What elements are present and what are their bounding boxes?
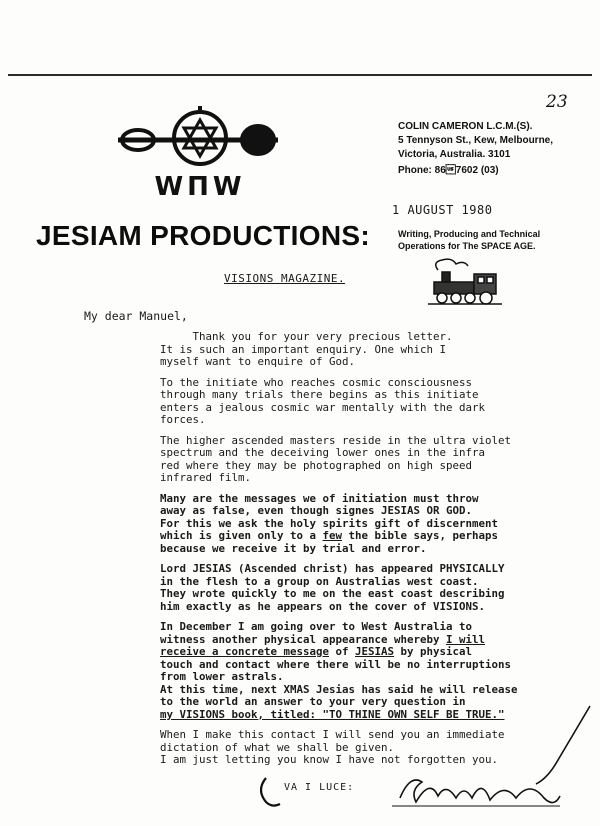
address-line-2: Victoria, Australia. 3101 — [398, 149, 511, 160]
logo-monogram: WПW — [154, 172, 246, 202]
letter-body — [160, 331, 580, 775]
jesiam-emblem-logo — [108, 100, 288, 210]
company-name: JESIAM PRODUCTIONS: — [36, 220, 370, 251]
company-tagline — [398, 228, 588, 252]
paragraph-5: Lord JESIAS (Ascended christ) has appeared PHYSICALLY in the flesh to a group on Australias west coast. They wrote quickly to me on the east coast describing him exactly as he appears on the cover of VISIONS. — [160, 562, 505, 613]
paragraph-8: When I make this contact I will send you an immediate dictation of what we shall be given. I am just letting you know I have not forgotten you. — [160, 728, 505, 766]
steam-train-icon — [424, 258, 504, 308]
signoff: VA I LUCE: — [284, 782, 355, 793]
tagline-line-1: Writing, Producing and Technical — [398, 229, 541, 239]
paragraph-1: Thank you for your very precious letter. It is such an important enquiry. One which I myself want to enquire of God. — [160, 330, 453, 368]
paragraph-3: The higher ascended masters reside in the ultra violet spectrum and the deceiving lower ones in the infra red where they may be photographed on high speed infrared film. — [160, 433, 512, 484]
letterhead-name: COLIN CAMERON L.C.M.(S). — [398, 121, 533, 132]
paragraph-6: In December I am going over to West Australia to witness another physical appearance whereby I will receive a concrete message of JESIAS by physical touch and contact where there will be no interruptions from lower astrals. — [160, 620, 512, 683]
salutation: My dear Manuel, — [84, 309, 188, 323]
letter-date: 1 AUGUST 1980 — [392, 203, 493, 217]
letterhead-address — [398, 120, 588, 178]
tagline-line-2: Operations for The SPACE AGE. — [398, 241, 536, 251]
top-rule — [8, 74, 592, 76]
magazine-heading: VISIONS MAGAZINE. — [224, 272, 346, 285]
page-number: 23 — [546, 92, 568, 112]
phone-line: Phone: 86 7602 (03) — [398, 165, 499, 176]
paragraph-7: At this time, next XMAS Jesias has said he will release to the world an answer to your very question in my VISIONS book, titled: "TO THINE OWN SELF BE TRUE." — [160, 682, 518, 721]
paragraph-2: To the initiate who reaches cosmic consciousness through many trials there begins as this initiate enters a jealous cosmic war mentally with the dark forces. — [160, 375, 486, 426]
handwritten-signature — [260, 768, 600, 818]
address-line-1: 5 Tennyson St., Kew, Melbourne, — [398, 135, 554, 146]
paragraph-4: Many are the messages we of initiation must throw away as false, even though signes JESIAS OR GOD. For this we ask the holy spirits gift of discernment which is given only to a few the bible says, perhaps because we receive it by trial and error. — [160, 491, 499, 555]
